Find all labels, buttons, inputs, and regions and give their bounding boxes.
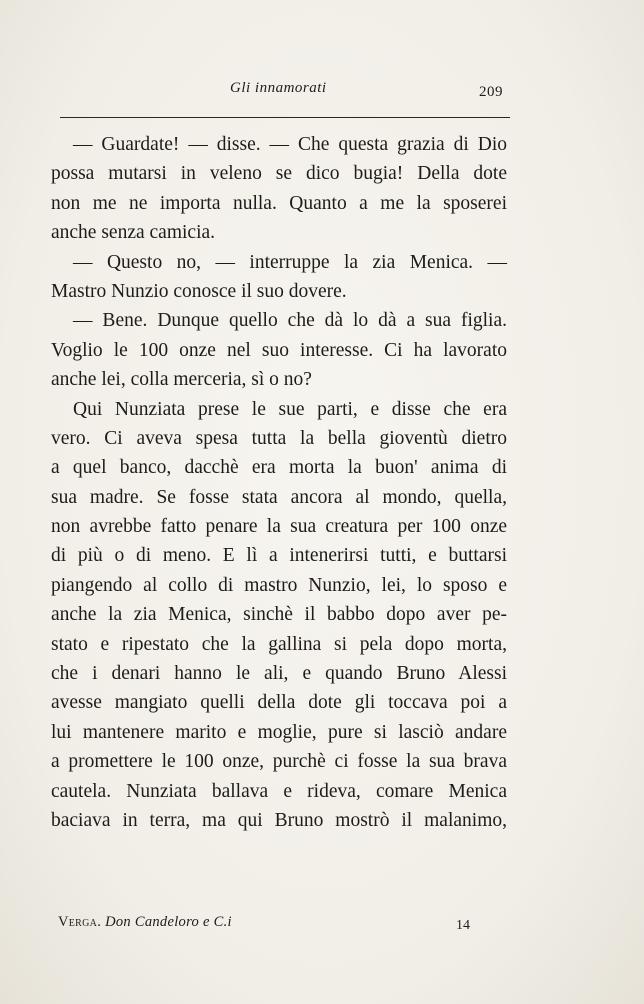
page-header xyxy=(52,72,512,112)
text-line: — Bene. Dunque quello che dà lo dà a sua figlia. xyxy=(73,310,507,332)
text-line: anche la zia Menica, sinchè il babbo dopo aver pe- xyxy=(51,604,507,626)
text-line: — Questo no, — interruppe la zia Menica. — xyxy=(73,251,507,273)
text-line: non avrebbe fatto penare la sua creatura per 100 onze xyxy=(51,516,507,538)
header-rule xyxy=(60,117,510,118)
text-line: avesse mangiato quelli della dote gli toccava poi a xyxy=(51,692,507,714)
running-title: Gli innamorati xyxy=(230,80,327,96)
footer-book-title: Don Candeloro e C.i xyxy=(105,914,232,930)
text-line: sua madre. Se fosse stata ancora al mondo, quella, xyxy=(51,486,507,508)
text-line: anche senza camicia. xyxy=(51,222,216,244)
text-line: a quel banco, dacchè era morta la buon' anima di xyxy=(51,457,507,479)
sheet-number: 14 xyxy=(456,918,470,933)
text-line: Qui Nunziata prese le sue parti, e disse che era xyxy=(73,398,507,420)
text-line: Mastro Nunzio conosce il suo dovere. xyxy=(51,280,347,302)
text-line: anche lei, colla merceria, sì o no? xyxy=(51,369,312,391)
footer-author: Verga. xyxy=(58,914,102,930)
text-line: possa mutarsi in veleno se dico bugia! Della dote xyxy=(51,163,507,185)
text-line: a promettere le 100 onze, purchè ci fosse la sua brava xyxy=(51,751,507,773)
page-number: 209 xyxy=(479,84,503,100)
text-line: baciava in terra, ma qui Bruno mostrò il malanimo, xyxy=(51,809,507,831)
text-line: Voglio le 100 onze nel suo interesse. Ci ha lavorato xyxy=(51,339,507,361)
text-line: non me ne importa nulla. Quanto a me la sposerei xyxy=(51,192,507,214)
body-text xyxy=(51,130,507,835)
text-line: — Guardate! — disse. — Che questa grazia di Dio xyxy=(73,134,507,155)
text-line: di più o di meno. E lì a intenerirsi tutti, e buttarsi xyxy=(51,545,507,567)
signature-line xyxy=(58,914,232,931)
text-line: lui mantenere marito e moglie, pure si lasciò andare xyxy=(51,721,507,743)
text-line: vero. Ci aveva spesa tutta la bella gioventù dietro xyxy=(51,427,507,449)
text-line: che i denari hanno le ali, e quando Bruno Alessi xyxy=(51,663,507,685)
text-line: stato e ripestato che la gallina si pela dopo morta, xyxy=(51,633,507,655)
text-line: cautela. Nunziata ballava e rideva, comare Menica xyxy=(51,780,507,802)
text-line: piangendo al collo di mastro Nunzio, lei, lo sposo e xyxy=(51,574,507,596)
page-footer xyxy=(58,914,498,938)
